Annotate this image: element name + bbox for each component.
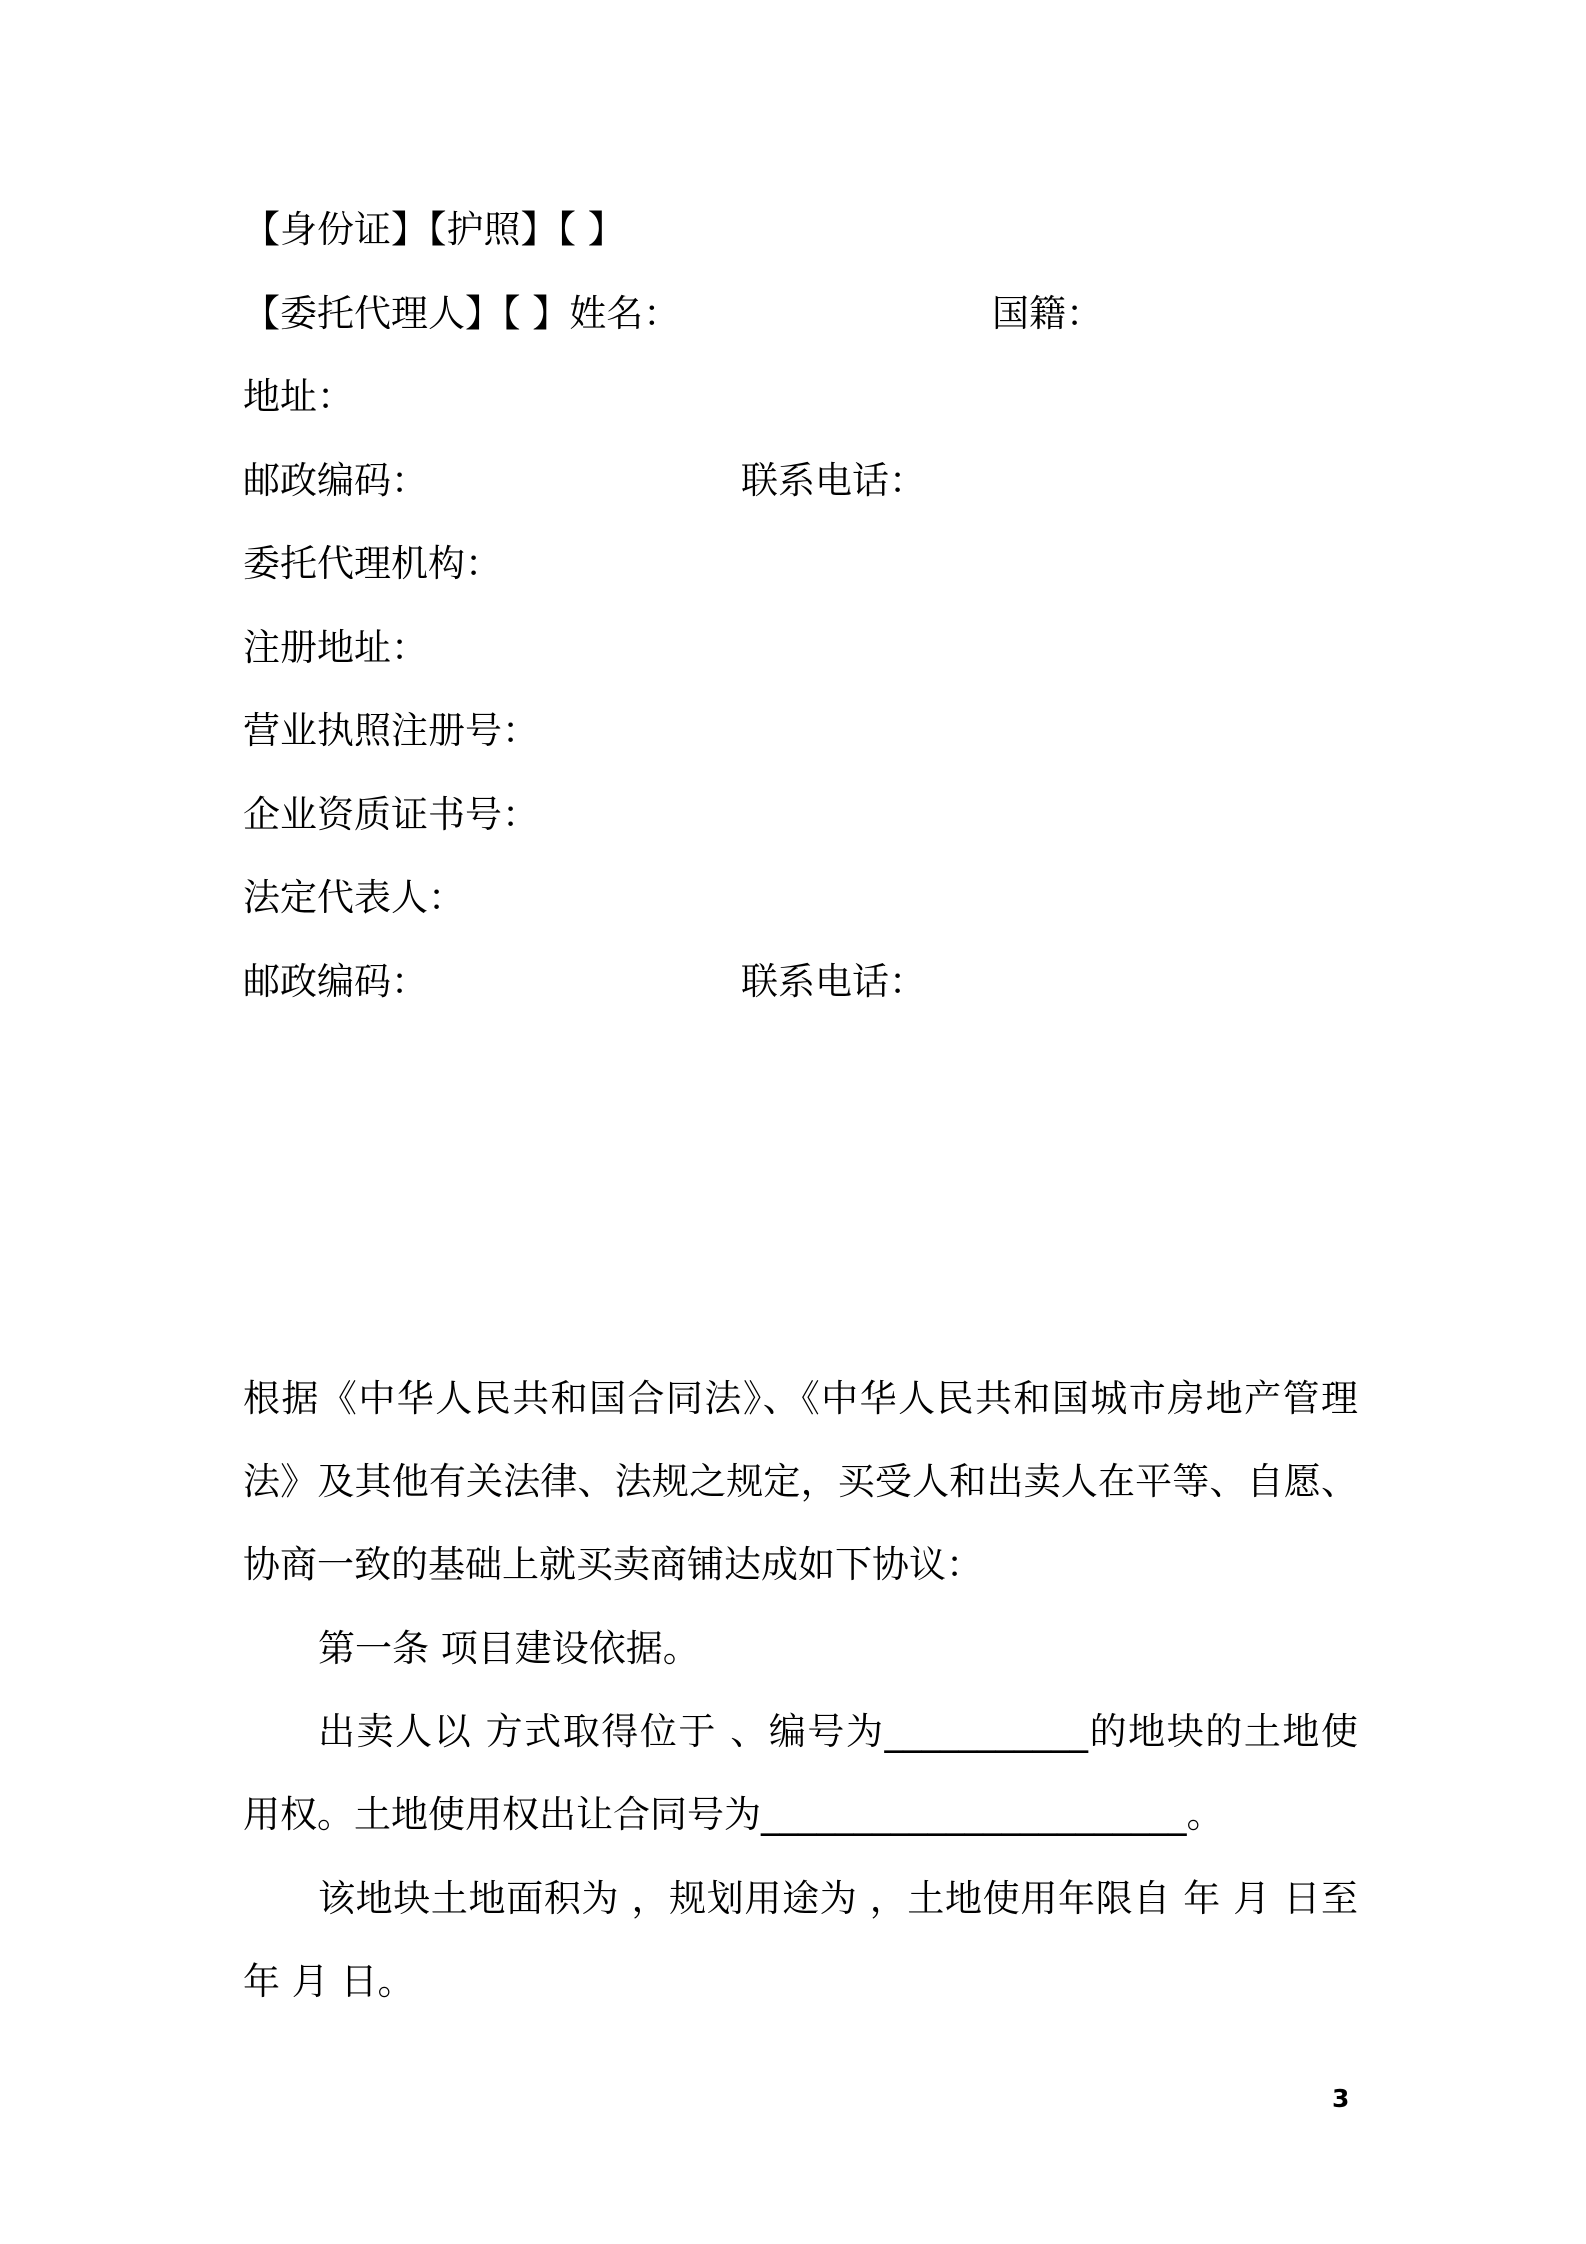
id-type-line: 【身份证】【护照】【 】 [243, 208, 625, 251]
legal-rep-label: 法定代表人： [243, 876, 465, 919]
intro-paragraph: 根据《中华人民共和国合同法》、《中华人民共和国城市房地产管理法》及其他有关法律、法规之规定，买受人和出卖人在平等、自愿、协商一致的基础上就买卖商铺达成如下协议： [243, 1377, 1358, 1586]
phone-label-2: 联系电话： [741, 960, 926, 1003]
registered-address-label: 注册地址： [243, 626, 428, 669]
agency-label: 委托代理机构： [243, 542, 502, 585]
article-1-paragraph-1: 出卖人以 方式取得位于 、编号为___________的地块的土地使用权。土地使用权出让合同号为_______________________。 [243, 1710, 1358, 1836]
nationality-label: 国籍： [992, 292, 1103, 335]
business-license-label: 营业执照注册号： [243, 709, 539, 752]
address-label: 地址： [243, 375, 354, 418]
qualification-cert-label: 企业资质证书号： [243, 793, 539, 836]
agent-name-label: 【委托代理人】【 】姓名： [243, 292, 681, 335]
phone-label: 联系电话： [741, 459, 926, 502]
article-1-title: 第一条 项目建设依据。 [318, 1627, 700, 1670]
page-number: 3 [1332, 2084, 1350, 2113]
article-1-paragraph-2: 该地块土地面积为 ，规划用途为 ，土地使用年限自 年 月 日至 年 月 日。 [243, 1877, 1358, 2003]
postcode-label-2: 邮政编码： [243, 960, 428, 1003]
postcode-label: 邮政编码： [243, 459, 428, 502]
